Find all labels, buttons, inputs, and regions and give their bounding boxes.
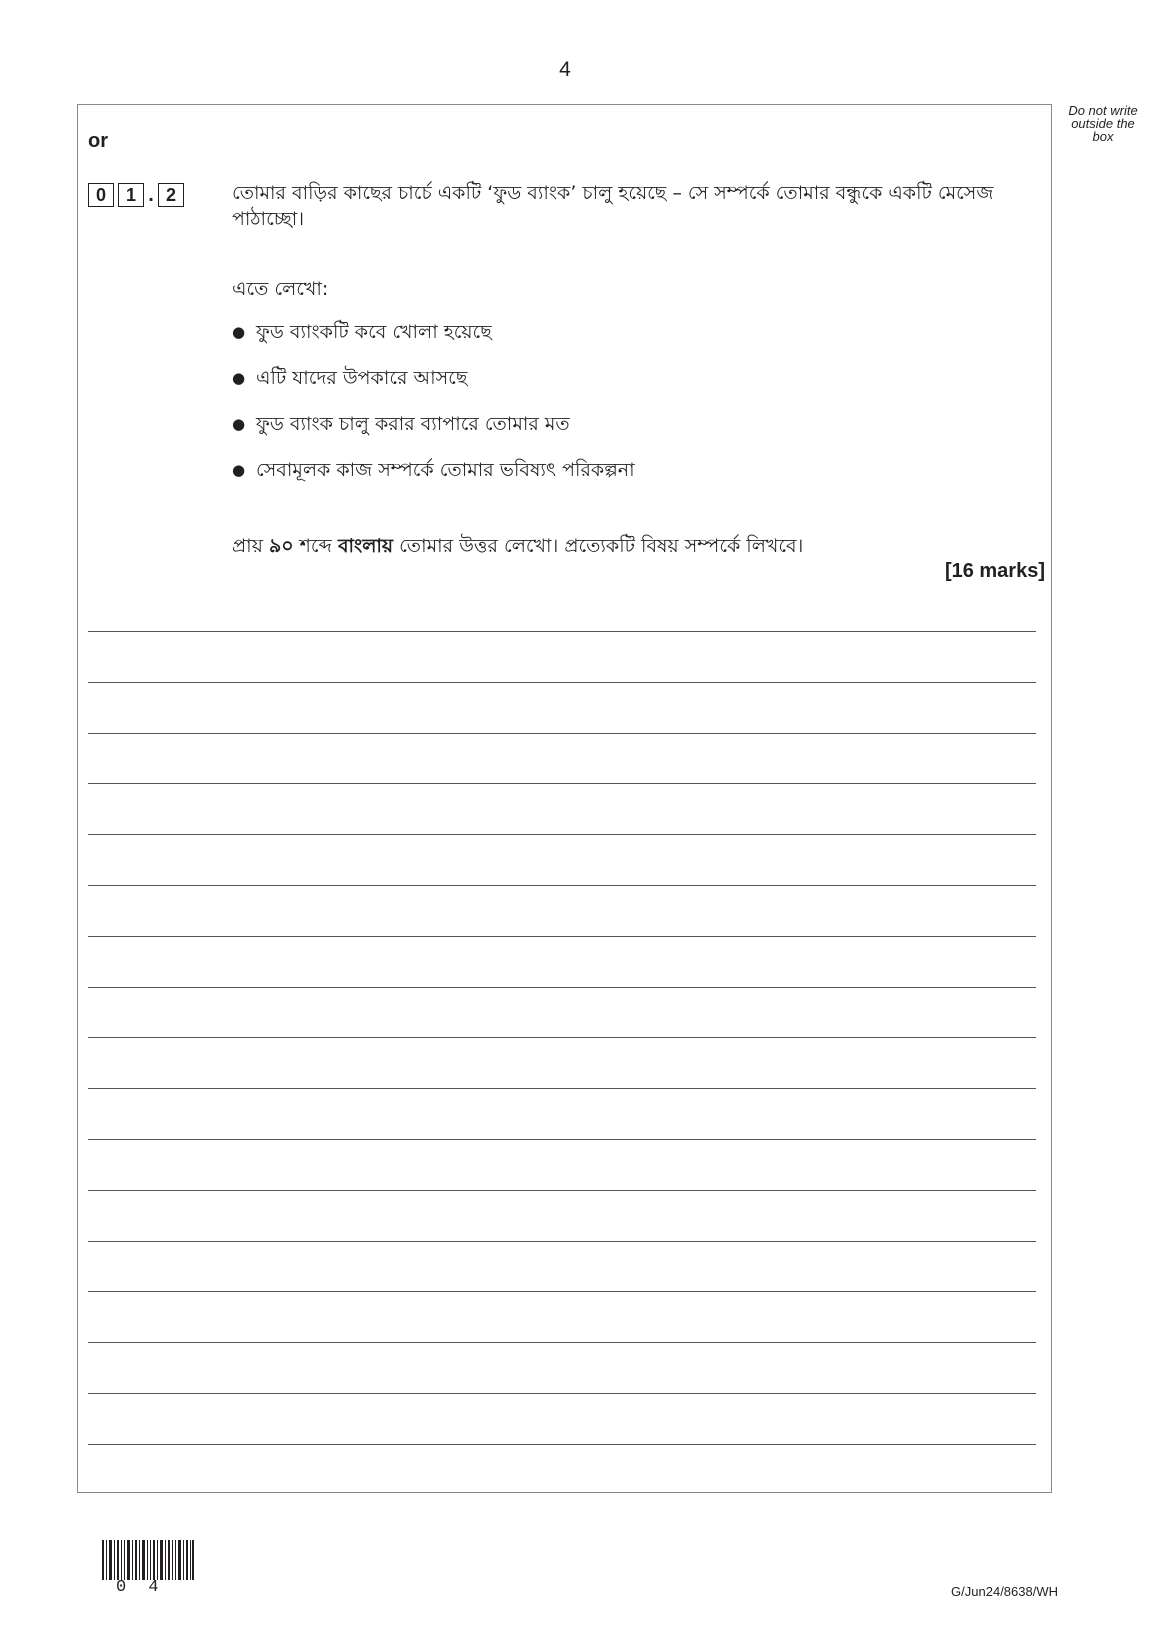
bullet-text: সেবামূলক কাজ সম্পর্কে তোমার ভবিষ্যৎ পরিকল্পনা — [256, 459, 635, 481]
margin-note-line-1: Do not write — [1068, 103, 1138, 118]
word-count: ৯০ — [268, 535, 294, 557]
question-number-digit: 1 — [118, 183, 144, 207]
final-instruction-part: শব্দে — [293, 535, 338, 557]
bullet-icon: ● — [232, 461, 246, 479]
answer-line[interactable] — [88, 1241, 1036, 1242]
answer-line[interactable] — [88, 1291, 1036, 1292]
answer-line[interactable] — [88, 1444, 1036, 1445]
bullet-text: এটি যাদের উপকারে আসছে — [256, 367, 468, 389]
language-emphasis: বাংলায় — [337, 535, 394, 557]
barcode-icon — [102, 1540, 194, 1580]
bullet-text: ফুড ব্যাংক চালু করার ব্যাপারে তোমার মত — [256, 413, 570, 435]
answer-line[interactable] — [88, 1037, 1036, 1038]
instruction-heading: এতে লেখো: — [232, 278, 329, 300]
answer-line[interactable] — [88, 885, 1036, 886]
bullet-text: ফুড ব্যাংকটি কবে খোলা হয়েছে — [256, 321, 492, 343]
question-text: তোমার বাড়ির কাছের চার্চে একটি ‘ফুড ব্যাংক’ চালু হয়েছে – সে সম্পর্কে তোমার বন্ধুকে একটি মেসেজ পাঠাচ্ছো। — [232, 182, 994, 230]
question-number-separator: . — [148, 183, 154, 206]
question-number — [88, 183, 184, 207]
bullet-icon: ● — [232, 415, 246, 433]
document-reference: G/Jun24/8638/WH — [951, 1584, 1058, 1599]
or-label: or — [88, 130, 108, 152]
page-number: 4 — [559, 58, 571, 81]
question-number-digit: 0 — [88, 183, 114, 207]
answer-line[interactable] — [88, 631, 1036, 632]
answer-line[interactable] — [88, 682, 1036, 683]
answer-line[interactable] — [88, 936, 1036, 937]
margin-note-line-2: outside the — [1071, 116, 1135, 131]
barcode-digits: 0 4 — [116, 1578, 165, 1597]
final-instruction — [232, 532, 803, 564]
list-item — [232, 318, 635, 364]
final-instruction-part: প্রায় — [232, 535, 269, 557]
list-item — [232, 456, 635, 502]
answer-line[interactable] — [88, 834, 1036, 835]
final-instruction-part: তোমার উত্তর লেখো। প্রত্যেকটি বিষয় সম্পর্কে লিখবে। — [393, 535, 804, 557]
answer-line[interactable] — [88, 1393, 1036, 1394]
answer-line[interactable] — [88, 1342, 1036, 1343]
question-number-digit: 2 — [158, 183, 184, 207]
answer-line[interactable] — [88, 783, 1036, 784]
list-item — [232, 364, 635, 410]
answer-line[interactable] — [88, 1139, 1036, 1140]
answer-line[interactable] — [88, 1088, 1036, 1089]
margin-note-line-3: box — [1092, 129, 1114, 144]
margin-note — [1058, 104, 1148, 143]
marks-label: [16 marks] — [944, 560, 1045, 582]
list-item — [232, 410, 635, 456]
bullet-icon: ● — [232, 323, 246, 341]
answer-line[interactable] — [88, 1190, 1036, 1191]
bullet-list — [232, 318, 635, 502]
bullet-icon: ● — [232, 369, 246, 387]
answer-box — [77, 104, 1052, 1493]
answer-line[interactable] — [88, 987, 1036, 988]
answer-line[interactable] — [88, 733, 1036, 734]
